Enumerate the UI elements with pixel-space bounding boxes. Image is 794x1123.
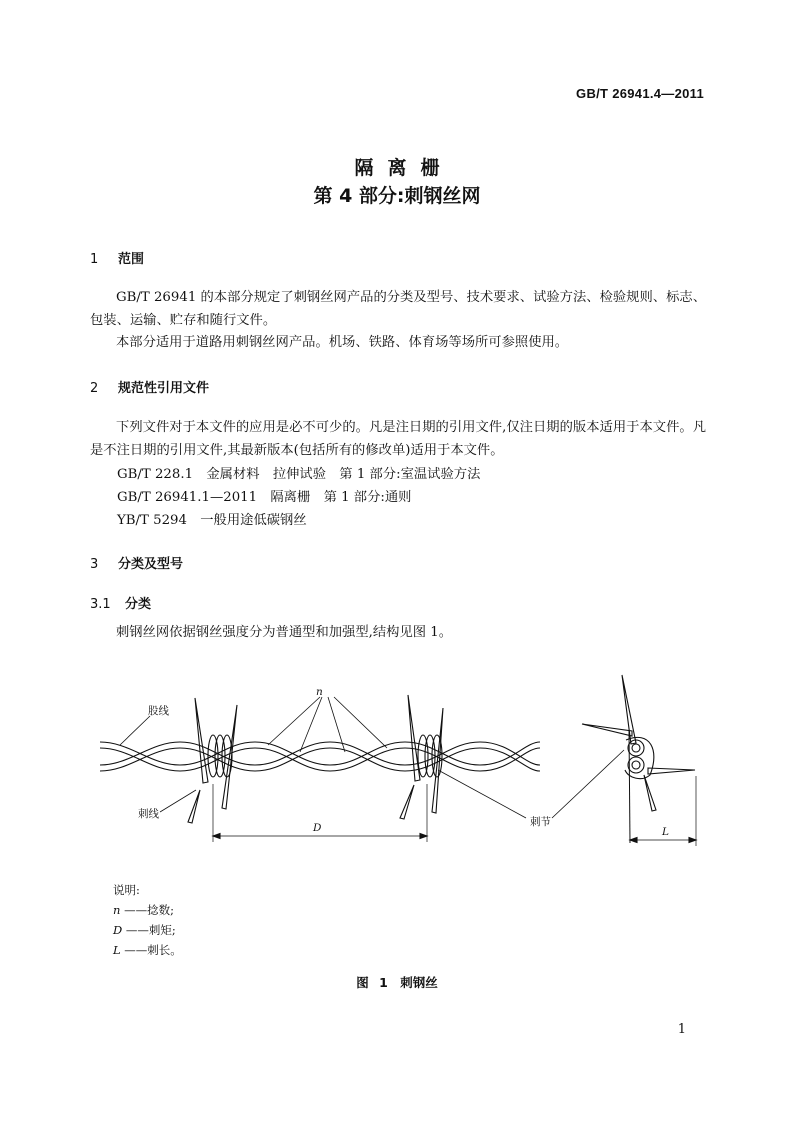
section-title: 范围	[118, 252, 145, 267]
reference-item: YB/T 5294 一般用途低碳钢丝	[117, 513, 307, 528]
section-1-paragraph-1: GB/T 26941 的本部分规定了刺钢丝网产品的分类及型号、技术要求、试验方法、检验规则、标志、包装、运输、贮存和随行文件。	[90, 290, 706, 328]
reference-item: GB/T 228.1 金属材料 拉伸试验 第 1 部分:室温试验方法	[117, 467, 481, 482]
label-l: L	[662, 826, 669, 838]
document-title: 隔离栅	[354, 157, 454, 179]
reference-item: GB/T 26941.1—2011 隔离栅 第 1 部分:通则	[117, 490, 412, 505]
section-title: 分类及型号	[118, 557, 184, 572]
legend-item	[113, 942, 182, 958]
section-2-paragraph-1: 下列文件对于本文件的应用是必不可少的。凡是注日期的引用文件,仅注日期的版本适用于本文件。凡是不注日期的引用文件,其最新版本(包括所有的修改单)适用于本文件。	[90, 420, 706, 458]
legend-text: ——刺矩;	[125, 923, 176, 937]
section-number: 3.1	[90, 597, 111, 612]
legend-symbol: L	[113, 943, 121, 957]
figure-caption: 图 1 刺钢丝	[356, 975, 438, 990]
section-number: 1	[90, 252, 99, 267]
legend-item	[113, 902, 174, 918]
legend-item	[113, 922, 176, 938]
section-title: 规范性引用文件	[118, 381, 210, 396]
document-subtitle: 第 4 部分:刺钢丝网	[313, 185, 481, 207]
legend-title: 说明:	[113, 883, 140, 897]
page-number: 1	[677, 1022, 686, 1037]
label-barb-wire: 刺线	[138, 808, 159, 820]
section-title: 分类	[125, 597, 152, 612]
legend-symbol: n	[113, 903, 121, 917]
label-d: D	[313, 822, 322, 834]
legend-text: ——刺长。	[124, 943, 182, 957]
standard-code: GB/T 26941.4—2011	[576, 86, 704, 101]
label-barb-node: 刺节	[530, 816, 551, 828]
section-number: 2	[90, 381, 99, 396]
legend-text: ——捻数;	[124, 903, 174, 917]
section-number: 3	[90, 557, 99, 572]
section-1-paragraph-2: 本部分适用于道路用刺钢丝网产品。机场、铁路、体育场等场所可参照使用。	[116, 335, 569, 350]
section-3-1-paragraph: 刺钢丝网依据钢丝强度分为普通型和加强型,结构见图 1。	[116, 625, 453, 640]
legend-symbol: D	[113, 923, 123, 937]
label-strand: 股线	[148, 705, 169, 717]
label-n: n	[316, 686, 323, 698]
